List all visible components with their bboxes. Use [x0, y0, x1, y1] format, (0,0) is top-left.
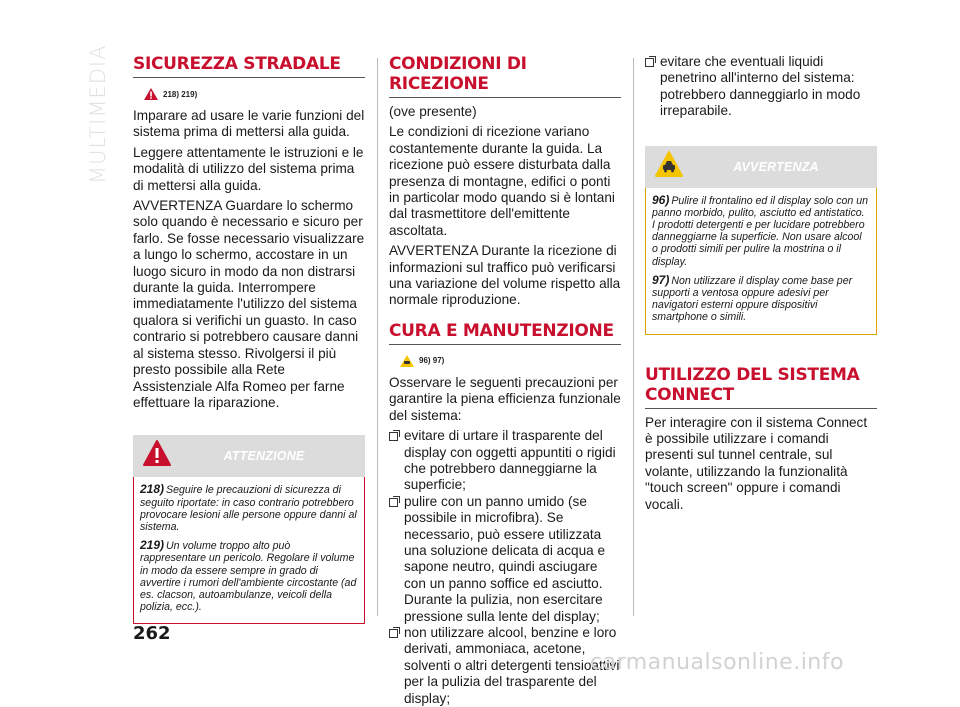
column-divider [633, 58, 634, 616]
notice-title: AVVERTENZA [733, 159, 819, 174]
danger-triangle-icon [143, 87, 159, 101]
watermark: carmanualsonline.info [590, 650, 844, 675]
list-item [389, 494, 621, 625]
column-1 [133, 54, 365, 624]
car-warning-icon [655, 150, 683, 178]
list-item [389, 428, 621, 494]
note-number: 218) [140, 482, 165, 497]
paragraph: Leggere attentamente le istruzioni e le modalità di utilizzo del sistema prima di mettersi alla guida. [133, 144, 364, 193]
section-heading-reception: CONDIZIONI DI RICEZIONE [389, 54, 621, 98]
paragraph: Per interagire con il sistema Connect è possibile utilizzare i comandi presenti sul tunnel centrale, sul volante, utilizzando la funzionalità "touch screen" oppure i comandi vocali. [645, 414, 868, 512]
note-number: 219) [140, 538, 165, 553]
checkbox-bullet-icon [389, 432, 398, 441]
notice-header [645, 146, 877, 188]
list-item [389, 625, 621, 707]
column-2 [389, 54, 621, 707]
paragraph: AVVERTENZA Guardare lo schermo solo quando è necessario e sicuro per farlo. Se fosse necessario visualizzare a lungo lo schermo, accostare in un luogo sicuro in modo da non distrarsi durante la guida. Interrompere immediatamente l'utilizzo del sistema qualora si verifichi un guasto. In caso contrario si potrebbero causare danni al sistema stesso. Rivolgersi il più presto possibile alla Rete Assistenziale Alfa Romeo per farne effettuare la riparazione. [133, 198, 365, 410]
note-number: 97) [652, 272, 670, 287]
list-item-text: pulire con un panno umido (se possibile in microfibra). Se necessario, può essere utilizzata una soluzione delicata di acqua e sapone neutro, quindi asciugare con un panno soffice ed asciutto. Durante la pulizia, non esercitare pressione sulla lente del display; [404, 493, 606, 624]
paragraph: AVVERTENZA Durante la ricezione di informazioni sul traffico può verificarsi una variazione del volume rispetto alla normale riproduzione. [389, 243, 621, 308]
page-number: 262 [133, 623, 171, 644]
car-warning-icon [399, 354, 415, 368]
list-item-text: evitare di urtare il trasparente del display con oggetti appuntiti o rigidi che potrebbero danneggiarne la superficie; [404, 428, 616, 493]
paragraph: Osservare le seguenti precauzioni per garantire la piena efficienza funzionale del sistema: [389, 374, 621, 423]
notice-body [133, 477, 365, 624]
note-number: 96) [652, 192, 670, 207]
notice-title: ATTENZIONE [223, 449, 305, 464]
note-text: Pulire il frontalino ed il display solo con un panno morbido, pulito, asciutto ed antistatico. I prodotti detergenti e per lucidare potrebbero danneggiarne la superficie. Non usare alcool o prodotti simili per pulire la mostrina o il display. [652, 194, 869, 268]
reference-numbers: 218) 219) [163, 89, 198, 99]
section-heading-connect: UTILIZZO DEL SISTEMA CONNECT [645, 365, 877, 409]
paragraph: (ove presente) [389, 104, 477, 119]
note-item [140, 539, 358, 613]
checkbox-bullet-icon [389, 629, 398, 638]
danger-triangle-icon [143, 439, 171, 467]
reference-numbers: 96) 97) [419, 356, 445, 366]
section-heading-care: CURA E MANUTENZIONE [389, 321, 621, 345]
column-3 [645, 54, 877, 517]
section-heading-road-safety: SICUREZZA STRADALE [133, 54, 365, 78]
warning-notice [645, 146, 877, 335]
notice-body [645, 188, 877, 335]
notice-header [133, 435, 365, 477]
note-text: Un volume troppo alto può rappresentare un pericolo. Regolare il volume in modo da essere sempre in grado di avvertire i rumori dell'ambiente circostante (ad es. clacson, autoambulanze, veicoli della polizia, ecc.). [140, 540, 357, 614]
paragraph: Imparare ad usare le varie funzioni del sistema prima di mettersi alla guida. [133, 108, 365, 140]
paragraph: Le condizioni di ricezione variano costantemente durante la guida. La ricezione può essere disturbata dalla presenza di montagne, edifici o ponti in particolar modo quando si è lontani dal trasmettitore dell'emittente ascoltata. [389, 124, 615, 238]
list-item-text: non utilizzare alcool, benzine e loro derivati, ammoniaca, acetone, solventi o altri detergenti tensioattivi per la pulizia del trasparente del display; [404, 624, 620, 706]
note-text: Seguire le precauzioni di sicurezza di seguito riportate: in caso contrario potrebbero provocare lesioni alle persone oppure danni al sistema. [140, 484, 357, 533]
reference-line [399, 351, 621, 371]
note-item [140, 483, 358, 533]
note-text: Non utilizzare il display come base per supporti a ventosa oppure adesivi per navigatori esterni oppure dispositivi smartphone o simili. [652, 274, 853, 324]
attention-notice [133, 435, 365, 624]
checkbox-bullet-icon [645, 58, 654, 67]
note-item [652, 194, 870, 268]
chapter-side-label: MULTIMEDIA [86, 44, 110, 184]
column-divider [377, 58, 378, 616]
list-item [645, 54, 877, 120]
reference-line [143, 84, 365, 104]
note-item [652, 274, 870, 324]
checkbox-bullet-icon [389, 498, 398, 507]
list-item-text: evitare che eventuali liquidi penetrino all'interno del sistema: potrebbero danneggiarlo in modo irreparabile. [660, 54, 861, 119]
